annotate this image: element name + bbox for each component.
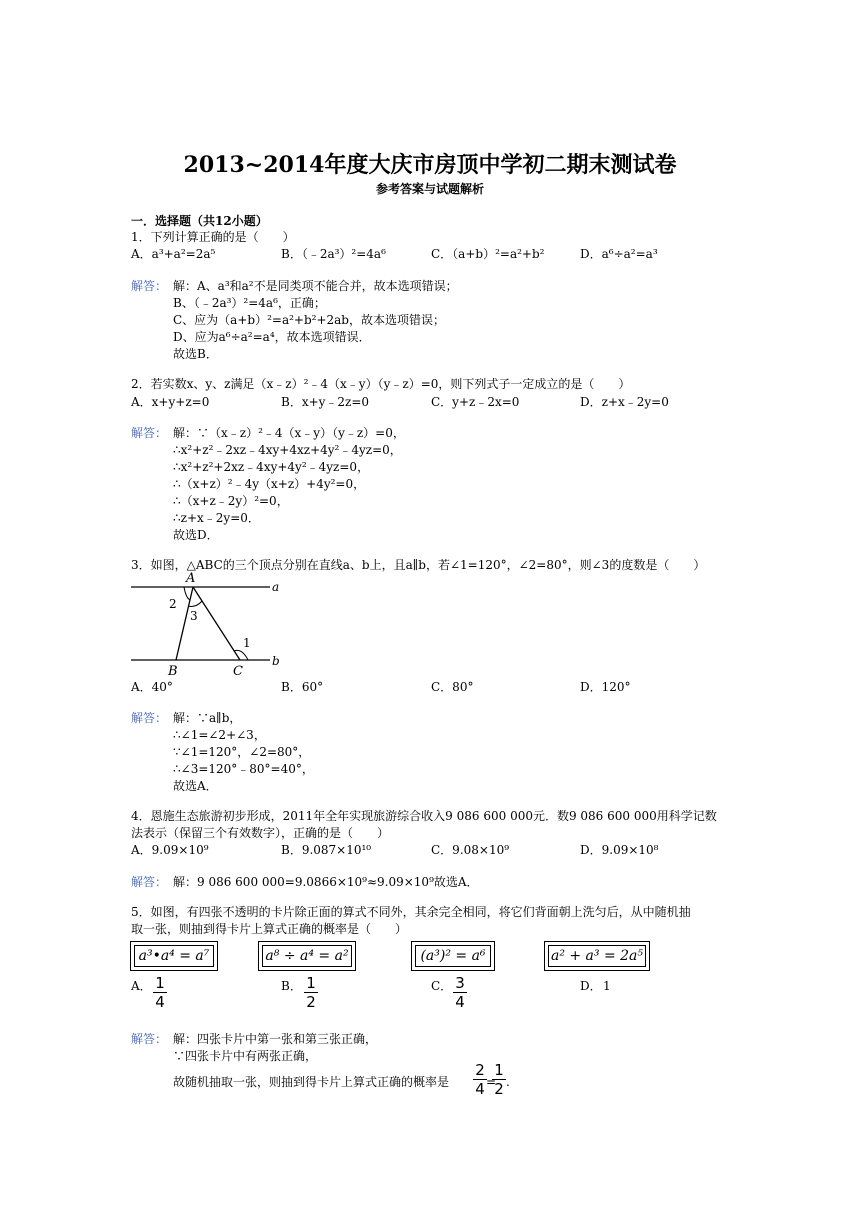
q4-solution-line: 解：9 086 600 000=9.0866×10⁹≈9.09×10⁹故选A． <box>173 875 479 889</box>
side-ab <box>176 587 193 660</box>
label-line-a: a <box>272 580 280 594</box>
q5-option-d-value: 1 <box>603 979 611 993</box>
q5-solution-line: 故随机抽取一张，则抽到得卡片上算式正确的概率是 <box>173 1075 450 1089</box>
angle-2-arc <box>184 587 190 600</box>
q1-answer-label: 解答： <box>131 279 168 293</box>
q5-option-d-letter: D． <box>580 979 602 993</box>
page-title: 2013~2014年度大庆市房顶中学初二期末测试卷 <box>183 152 677 178</box>
q5-answer-label: 解答： <box>131 1032 168 1046</box>
q1-solution-line: B、（﹣2a³）²=4a⁶，正确； <box>173 296 326 310</box>
q1-option-c: C．（a+b）²=a²+b² <box>431 247 545 261</box>
card-1: a³•a⁴ = a⁷ <box>130 941 218 971</box>
q3-answer-label: 解答： <box>131 711 168 725</box>
q5-solution-equals: = <box>486 1075 497 1089</box>
q1-stem: 1．下列计算正确的是（ ） <box>131 230 295 244</box>
q3-solution-line: ∵∠1=120°，∠2=80°， <box>173 745 311 759</box>
label-b-vertex: B <box>168 664 178 679</box>
q4-option-b: B．9.087×10¹⁰ <box>281 843 372 857</box>
q3-stem: 3．如图，△ABC的三个顶点分别在直线a、b上，且a∥b，若∠1=120°，∠2=80°，则∠3的度数是（ ） <box>131 558 706 572</box>
q2-option-d: D．z+x﹣2y=0 <box>580 395 669 409</box>
q1-solution-line: 解：A、a³和a²不是同类项不能合并，故本选项错误； <box>173 279 458 293</box>
q2-stem: 2．若实数x、y、z满足（x﹣z）²﹣4（x﹣y）（y﹣z）=0，则下列式子一定成立的是（ ） <box>131 377 631 391</box>
q2-option-b: B．x+y﹣2z=0 <box>281 395 370 409</box>
label-c-vertex: C <box>233 664 243 679</box>
angle-1-arc <box>234 650 248 660</box>
q2-solution-line: ∴（x+z）²﹣4y（x+z）+4y²=0， <box>173 477 366 491</box>
q4-answer-label: 解答： <box>131 875 168 889</box>
label-line-b: b <box>272 654 280 668</box>
q5-option-a-letter: A． <box>131 979 152 993</box>
q5-solution-fraction-1: 2 4 <box>473 1062 487 1097</box>
q3-option-c: C．80° <box>431 680 474 694</box>
q2-option-a: A．x+y+z=0 <box>131 395 210 409</box>
q1-option-b: B．（﹣2a³）²=4a⁶ <box>281 247 386 261</box>
q2-solution-line: ∴x²+z²﹣2xz﹣4xy+4xz+4y²﹣4yz=0， <box>173 443 402 457</box>
q5-option-c-letter: C． <box>431 979 453 993</box>
q4-stem-line2: 法表示（保留三个有效数字），正确的是（ ） <box>131 826 390 840</box>
q5-option-b-fraction: 1 2 <box>304 975 318 1010</box>
triangle-figure <box>128 570 288 680</box>
card-2: a⁸ ÷ a⁴ = a² <box>258 941 356 971</box>
q2-solution-line: ∴x²+z²+2xz﹣4xy+4y²﹣4yz=0， <box>173 460 370 474</box>
q3-solution-line: ∴∠1=∠2+∠3， <box>173 728 266 742</box>
q2-solution-line: ∴z+x﹣2y=0． <box>173 511 260 525</box>
q1-option-a: A．a³+a²=2a⁵ <box>131 247 216 261</box>
q3-solution-line: ∴∠3=120°﹣80°=40°， <box>173 762 314 776</box>
q5-solution-end: . <box>506 1075 510 1089</box>
q3-option-d: D．120° <box>580 680 631 694</box>
q4-option-c: C．9.08×10⁹ <box>431 843 510 857</box>
q3-solution-line: 故选A． <box>173 779 218 793</box>
q5-solution-fraction-2: 1 2 <box>492 1062 506 1097</box>
q3-solution-line: 解：∵a∥b， <box>173 711 242 725</box>
q4-stem-line1: 4．恩施生态旅游初步形成，2011年全年实现旅游综合收入9 086 600 000元．数9 086 600 000用科学记数 <box>131 809 717 823</box>
label-a-vertex: A <box>186 571 196 586</box>
q4-option-d: D．9.09×10⁸ <box>580 843 659 857</box>
section-heading: 一．选择题（共12小题） <box>131 214 268 228</box>
q1-solution-line: C、应为（a+b）²=a²+b²+2ab，故本选项错误； <box>173 313 445 327</box>
q2-solution-line: ∴（x+z﹣2y）²=0， <box>173 494 289 508</box>
page-subtitle: 参考答案与试题解析 <box>375 182 484 196</box>
card-4: a² + a³ = 2a⁵ <box>544 941 650 971</box>
label-angle-3: 3 <box>190 609 198 623</box>
q1-option-d: D．a⁶÷a²=a³ <box>580 247 658 261</box>
q5-option-b-letter: B． <box>281 979 302 993</box>
q3-option-a: A．40° <box>131 680 173 694</box>
q1-solution-line: 故选B． <box>173 347 218 361</box>
q2-solution-line: 故选D． <box>173 528 219 542</box>
q5-option-c-fraction: 3 4 <box>453 975 467 1010</box>
card-3: (a³)² = a⁶ <box>411 941 495 971</box>
label-angle-2: 2 <box>169 597 177 611</box>
q2-option-c: C．y+z﹣2x=0 <box>431 395 520 409</box>
q5-stem-line2: 取一张，则抽到得卡片上算式正确的概率是（ ） <box>131 922 408 936</box>
label-angle-1: 1 <box>243 636 251 650</box>
q5-solution-line: ∵四张卡片中有两张正确， <box>173 1049 318 1063</box>
q5-option-a-fraction: 1 4 <box>153 975 167 1010</box>
q1-solution-line: D、应为a⁶÷a²=a⁴，故本选项错误． <box>173 330 371 344</box>
q4-option-a: A．9.09×10⁹ <box>131 843 209 857</box>
q5-solution-line: 解：四张卡片中第一张和第三张正确， <box>173 1032 378 1046</box>
q5-stem-line1: 5．如图，有四张不透明的卡片除正面的算式不同外，其余完全相同，将它们背面朝上洗匀后，从中随机抽 <box>131 905 691 919</box>
q2-answer-label: 解答： <box>131 426 168 440</box>
q2-solution-line: 解：∵（x﹣z）²﹣4（x﹣y）（y﹣z）=0， <box>173 426 405 440</box>
side-ac <box>193 587 240 660</box>
q3-option-b: B．60° <box>281 680 324 694</box>
